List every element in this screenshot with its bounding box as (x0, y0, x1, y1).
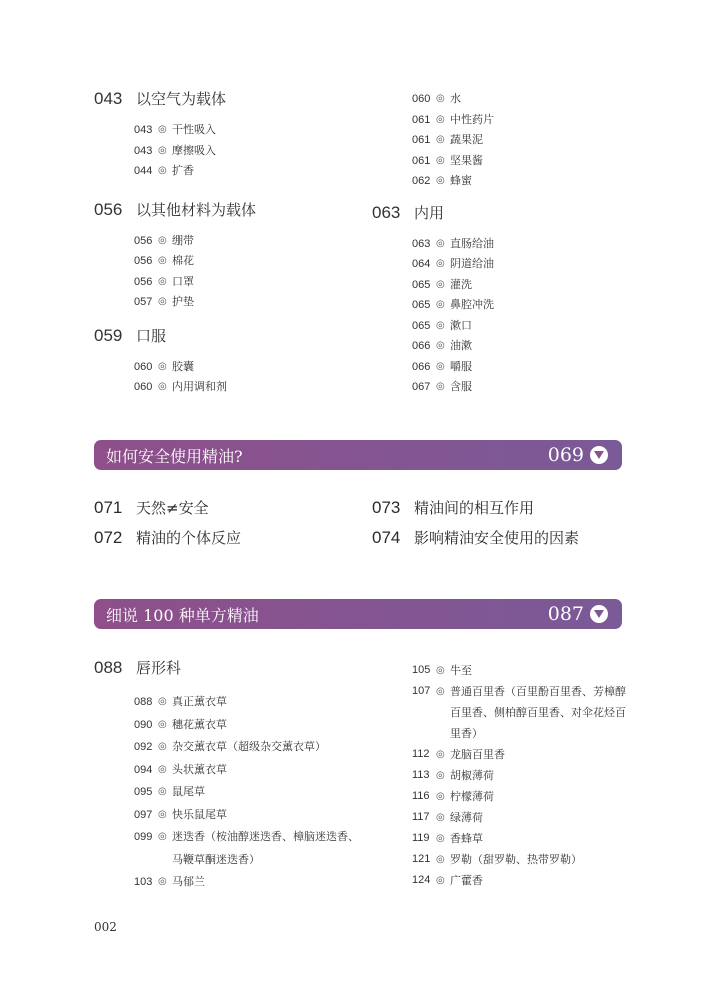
item-title: 柠檬薄荷 (450, 790, 494, 803)
item-page-number: 097 (134, 808, 153, 821)
section-title: 影响精油安全使用的因素 (414, 529, 580, 547)
toc-item[interactable] (412, 357, 622, 378)
item-title: 绿薄荷 (450, 811, 483, 824)
item-page-number: 062 (412, 175, 431, 187)
item-title: 绷带 (172, 233, 194, 247)
bullet-circle-icon: ◎ (158, 255, 167, 266)
toc-section[interactable] (94, 325, 334, 355)
item-page-number: 065 (412, 319, 431, 332)
toc-item[interactable] (134, 141, 334, 162)
item-title: 灌洗 (450, 277, 472, 291)
bullet-circle-icon: ◎ (158, 234, 167, 246)
item-title: 鼠尾草 (172, 785, 205, 798)
item-page-number: 103 (134, 876, 153, 888)
item-title: 罗勒（甜罗勒、热带罗勒） (450, 853, 582, 866)
toc-item[interactable] (134, 759, 359, 782)
toc-item[interactable] (412, 849, 634, 870)
bullet-circle-icon: ◎ (158, 808, 167, 820)
bullet-circle-icon: ◎ (436, 791, 445, 802)
item-title: 内用调和剂 (172, 380, 227, 393)
toc-item[interactable] (134, 804, 359, 827)
section-title: 内用 (414, 203, 445, 222)
item-title: 穗花薰衣草 (172, 717, 227, 731)
triangle-down-icon (590, 446, 608, 464)
item-title: 口罩 (172, 274, 194, 288)
item-page-number: 067 (412, 381, 431, 393)
item-title: 真正薰衣草 (172, 695, 227, 708)
item-title: 油漱 (450, 339, 472, 352)
item-page-number: 061 (412, 134, 431, 146)
bullet-circle-icon: ◎ (158, 876, 167, 887)
item-title: 漱口 (450, 318, 472, 332)
item-title: 蜂蜜 (450, 174, 472, 187)
toc-bottom-right (412, 660, 634, 891)
toc-item[interactable] (412, 765, 634, 786)
item-page-number: 066 (412, 360, 431, 373)
item-page-number: 095 (134, 786, 153, 798)
bullet-circle-icon: ◎ (436, 875, 445, 886)
toc-item[interactable] (412, 681, 634, 744)
page-number: 002 (94, 920, 117, 934)
item-page-number: 060 (134, 381, 153, 393)
toc-item[interactable] (134, 272, 334, 293)
section-page-number: 056 (94, 199, 123, 219)
toc-item[interactable] (134, 826, 359, 871)
section-title: 口服 (136, 326, 167, 345)
bullet-circle-icon: ◎ (436, 360, 445, 372)
item-title: 香蜂草 (450, 832, 483, 845)
toc-item[interactable] (412, 744, 634, 765)
bullet-circle-icon: ◎ (436, 237, 445, 249)
section-title: 精油的个体反应 (136, 529, 242, 547)
section-title: 以空气为载体 (136, 90, 227, 108)
item-page-number: 121 (412, 853, 431, 865)
bullet-circle-icon: ◎ (158, 786, 167, 797)
bullet-circle-icon: ◎ (436, 278, 445, 290)
item-title: 杂交薰衣草（超级杂交薰衣草） (172, 740, 326, 753)
item-title: 护垫 (172, 295, 194, 308)
toc-item[interactable] (134, 120, 334, 141)
toc-item[interactable] (134, 736, 359, 759)
toc-item[interactable] (134, 357, 334, 378)
toc-section[interactable] (94, 199, 334, 229)
item-page-number: 113 (412, 769, 430, 781)
bullet-circle-icon: ◎ (436, 665, 445, 676)
item-title: 广藿香 (450, 874, 483, 887)
bullet-circle-icon: ◎ (158, 696, 167, 707)
toc-item[interactable] (412, 89, 622, 110)
section-page-number: 059 (94, 325, 123, 345)
chapter-bar-safety[interactable] (94, 440, 622, 470)
item-page-number: 088 (134, 696, 153, 708)
item-page-number: 056 (134, 275, 153, 288)
bullet-circle-icon: ◎ (158, 718, 167, 730)
section-page-number: 063 (372, 202, 401, 222)
item-page-number: 105 (412, 664, 431, 676)
item-page-number: 092 (134, 741, 153, 753)
item-title: 摩擦吸入 (172, 143, 216, 157)
bullet-circle-icon: ◎ (158, 360, 167, 372)
item-title: 牛至 (450, 664, 472, 677)
toc-item-list (412, 234, 622, 398)
item-page-number: 043 (134, 144, 153, 157)
section-title: 天然≠安全 (136, 499, 209, 517)
bullet-circle-icon: ◎ (436, 854, 445, 865)
toc-item[interactable] (412, 786, 634, 807)
item-title: 中性药片 (450, 112, 494, 126)
item-page-number: 119 (412, 832, 430, 844)
item-title: 普通百里香（百里酚百里香、芳樟醇百里香、侧柏醇百里香、对伞花烃百里香） (450, 685, 626, 740)
bullet-circle-icon: ◎ (158, 831, 167, 842)
toc-item[interactable] (134, 377, 334, 398)
bullet-circle-icon: ◎ (158, 296, 167, 307)
item-title: 鼻腔冲洗 (450, 298, 494, 311)
bullet-circle-icon: ◎ (158, 165, 167, 176)
toc-item[interactable] (412, 316, 622, 337)
item-page-number: 061 (412, 154, 431, 167)
section-page-number: 072 (94, 528, 123, 547)
toc-item-list (134, 357, 334, 398)
toc-item[interactable] (412, 377, 622, 398)
bullet-circle-icon: ◎ (436, 175, 445, 186)
toc-item[interactable] (134, 691, 359, 714)
item-page-number: 060 (412, 93, 431, 105)
item-title: 干性吸入 (172, 123, 216, 136)
toc-section[interactable] (94, 88, 334, 118)
toc-item[interactable] (412, 130, 622, 151)
item-page-number: 060 (134, 360, 153, 373)
item-title: 迷迭香（桉油醇迷迭香、樟脑迷迭香、马鞭草酮迷迭香） (172, 830, 359, 866)
bullet-circle-icon: ◎ (158, 741, 167, 752)
toc-item[interactable] (412, 151, 622, 172)
item-title: 龙脑百里香 (450, 748, 505, 761)
bullet-circle-icon: ◎ (436, 812, 445, 823)
safety-entries (94, 497, 622, 557)
toc-item-list (134, 231, 334, 313)
toc-item[interactable] (134, 781, 359, 804)
toc-item[interactable] (412, 807, 634, 828)
toc-item[interactable] (412, 110, 622, 131)
toc-item[interactable] (412, 275, 622, 296)
bullet-circle-icon: ◎ (436, 154, 445, 166)
item-title: 含服 (450, 380, 472, 393)
toc-section[interactable] (94, 657, 359, 687)
triangle-down-icon (590, 605, 608, 623)
toc-item[interactable] (134, 714, 359, 737)
toc-item[interactable] (134, 231, 334, 252)
toc-top-right (372, 89, 622, 398)
item-title: 蔬果泥 (450, 133, 483, 146)
toc-item[interactable] (412, 336, 622, 357)
section-title: 精油间的相互作用 (414, 499, 535, 517)
toc-item[interactable] (412, 234, 622, 255)
item-page-number: 064 (412, 258, 431, 270)
item-page-number: 090 (134, 718, 153, 731)
item-title: 头状薰衣草 (172, 762, 227, 776)
chapter-title: 如何安全使用精油? (106, 446, 243, 466)
chapter-bar-single-oils[interactable] (94, 599, 622, 629)
item-title: 阴道给油 (450, 257, 494, 270)
toc-item-list (134, 691, 359, 894)
item-page-number: 124 (412, 874, 431, 886)
toc-section[interactable] (372, 202, 622, 232)
toc-item[interactable] (134, 871, 359, 894)
item-page-number: 112 (412, 748, 430, 760)
bullet-circle-icon: ◎ (158, 275, 167, 287)
item-page-number: 065 (412, 299, 431, 311)
section-title: 以其他材料为载体 (136, 200, 257, 219)
item-page-number: 063 (412, 237, 431, 250)
section-page-number: 074 (372, 528, 401, 547)
item-title: 棉花 (172, 254, 194, 267)
bullet-circle-icon: ◎ (158, 124, 167, 135)
toc-item-list (412, 89, 622, 192)
bullet-circle-icon: ◎ (436, 381, 445, 392)
bullet-circle-icon: ◎ (436, 770, 445, 781)
section-page-number: 043 (94, 89, 123, 108)
bullet-circle-icon: ◎ (436, 340, 445, 351)
section-title: 唇形科 (136, 659, 182, 677)
bullet-circle-icon: ◎ (436, 686, 445, 697)
item-page-number: 117 (412, 811, 430, 823)
bullet-circle-icon: ◎ (158, 381, 167, 392)
item-title: 快乐鼠尾草 (172, 807, 227, 821)
toc-item-list (134, 120, 334, 182)
item-page-number: 057 (134, 296, 153, 308)
toc-item[interactable] (412, 828, 634, 849)
toc-item[interactable] (134, 161, 334, 182)
section-page-number: 071 (94, 498, 123, 517)
toc-item[interactable] (134, 251, 334, 272)
item-page-number: 056 (134, 234, 153, 247)
item-title: 嚼服 (450, 359, 472, 373)
toc-item[interactable] (412, 870, 634, 891)
item-title: 马郁兰 (172, 875, 205, 888)
bullet-circle-icon: ◎ (436, 319, 445, 331)
item-page-number: 043 (134, 124, 153, 136)
toc-item[interactable] (412, 295, 622, 316)
toc-top-left (94, 88, 334, 398)
item-page-number: 099 (134, 831, 153, 843)
toc-section[interactable] (372, 527, 579, 557)
section-page-number: 073 (372, 498, 401, 517)
toc-bottom-left (94, 657, 359, 894)
item-page-number: 065 (412, 278, 431, 291)
toc-item[interactable] (412, 660, 634, 681)
item-title: 水 (450, 92, 461, 105)
item-title: 扩香 (172, 164, 194, 177)
toc-item[interactable] (412, 254, 622, 275)
item-title: 胡椒薄荷 (450, 769, 494, 782)
bullet-circle-icon: ◎ (436, 749, 445, 760)
item-title: 直肠给油 (450, 236, 494, 250)
bullet-circle-icon: ◎ (158, 144, 167, 156)
bullet-circle-icon: ◎ (436, 833, 445, 844)
bullet-circle-icon: ◎ (436, 113, 445, 125)
chapter-title: 细说 100 种单方精油 (106, 605, 259, 625)
toc-item[interactable] (134, 292, 334, 313)
chapter-page-number: 087 (547, 603, 584, 625)
chapter-page-number: 069 (547, 444, 584, 466)
item-page-number: 066 (412, 340, 431, 352)
item-title: 胶囊 (172, 359, 194, 373)
item-page-number: 107 (412, 685, 431, 697)
bullet-circle-icon: ◎ (158, 763, 167, 775)
toc-section[interactable] (94, 527, 372, 557)
bullet-circle-icon: ◎ (436, 134, 445, 145)
item-title: 坚果酱 (450, 153, 483, 167)
toc-section[interactable] (372, 497, 534, 527)
bullet-circle-icon: ◎ (436, 299, 445, 310)
bullet-circle-icon: ◎ (436, 258, 445, 269)
item-page-number: 044 (134, 165, 153, 177)
toc-item[interactable] (412, 171, 622, 192)
item-page-number: 061 (412, 113, 431, 126)
bullet-circle-icon: ◎ (436, 93, 445, 104)
item-page-number: 116 (412, 790, 430, 802)
section-page-number: 088 (94, 658, 123, 677)
toc-section[interactable] (94, 497, 372, 527)
item-page-number: 094 (134, 763, 153, 776)
item-page-number: 056 (134, 255, 153, 267)
